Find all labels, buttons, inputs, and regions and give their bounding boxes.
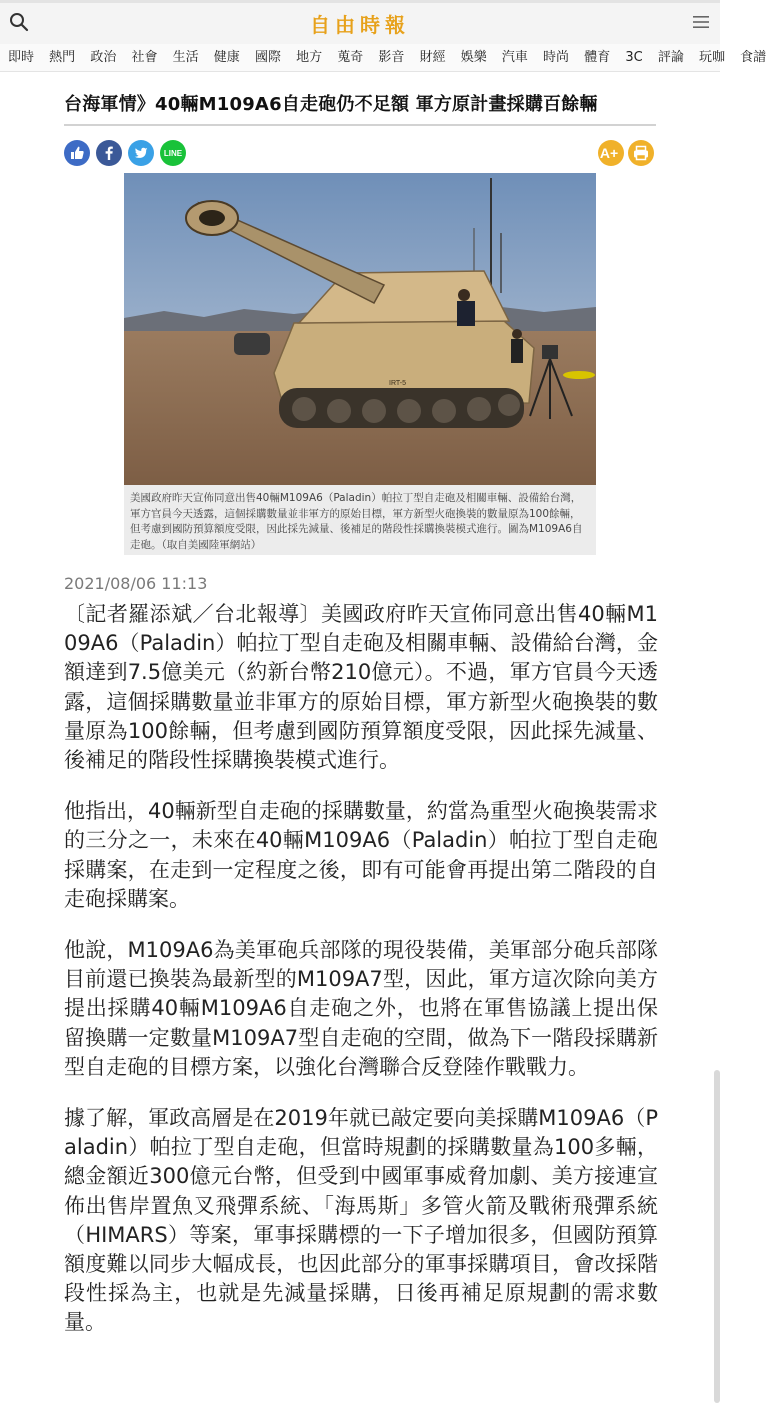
facebook-share-button[interactable] xyxy=(96,140,122,166)
nav-item-opinion[interactable]: 評論 xyxy=(657,50,684,65)
article-photo[interactable] xyxy=(124,173,596,485)
vehicle-marking: IRT-5 xyxy=(389,380,406,387)
print-icon xyxy=(628,140,654,166)
nav-item-finance[interactable]: 財經 xyxy=(419,50,446,65)
site-logo[interactable]: 自由時報 xyxy=(310,13,410,37)
nav-item-entertainment[interactable]: 娛樂 xyxy=(460,50,487,65)
nav-item-society[interactable]: 社會 xyxy=(131,50,158,65)
photo-caption: 美國政府昨天宣佈同意出售40輛M109A6（Paladin）帕拉丁型自走砲及相關車輛、設備給台灣，軍方官員今天透露，這個採購數量並非軍方的原始目標，軍方新型火砲換裝的數量原為100餘輛，但考慮到國防預算額度受限，因此採先減量、後補足的階段性採購換裝模式進行。圖為M109A6自走砲。（取自美國陸軍網站） xyxy=(124,485,596,555)
nav-item-fashion[interactable]: 時尚 xyxy=(543,50,570,65)
article-paragraph: 他說，M109A6為美軍砲兵部隊的現役裝備，美軍部分砲兵部隊目前還已換裝為最新型的M109A7型，因此，軍方這次除向美方提出採購40輛M109A6自走砲之外，也將在軍售協議上提出保留換購一定數量M109A7型自走砲的空間，做為下一階段採購新型自走砲的目標方案，以強化台灣聯合反登陸作戰戰力。 xyxy=(64,938,658,1079)
like-icon xyxy=(64,140,90,166)
article-headline: 台海軍情》40輛M109A6自走砲仍不足額 軍方原計畫採購百餘輛 xyxy=(64,94,598,115)
headline-divider xyxy=(64,124,656,126)
top-bar xyxy=(0,0,720,44)
article-body xyxy=(64,600,658,1360)
hamburger-menu-icon[interactable] xyxy=(692,13,710,31)
nav-item-politics[interactable]: 政治 xyxy=(90,50,117,65)
nav-item-novelty[interactable]: 蒐奇 xyxy=(337,50,364,65)
print-button[interactable] xyxy=(628,140,654,166)
facebook-icon xyxy=(96,140,122,166)
scrollbar[interactable] xyxy=(714,1070,720,1403)
howitzer-photo-illustration xyxy=(124,173,596,485)
line-share-button[interactable] xyxy=(160,140,186,166)
line-icon xyxy=(160,140,186,166)
font-size-button[interactable] xyxy=(598,140,624,166)
twitter-icon xyxy=(128,140,154,166)
nav-item-video[interactable]: 影音 xyxy=(378,50,405,65)
nav-item-breaking[interactable]: 即時 xyxy=(8,50,35,65)
nav-item-auto[interactable]: 汽車 xyxy=(501,50,528,65)
nav-item-sports[interactable]: 體育 xyxy=(584,50,611,65)
nav-item-local[interactable]: 地方 xyxy=(296,50,323,65)
nav-item-playing[interactable]: 玩咖 xyxy=(699,50,726,65)
twitter-share-button[interactable] xyxy=(128,140,154,166)
publish-date: 2021/08/06 11:13 xyxy=(64,574,208,593)
category-nav xyxy=(0,44,767,72)
nav-item-hot[interactable]: 熱門 xyxy=(49,50,76,65)
line-icon-label: LINE xyxy=(163,149,183,159)
nav-item-life[interactable]: 生活 xyxy=(172,50,199,65)
article-paragraph: 他指出，40輛新型自走砲的採購數量，約當為重型火砲換裝需求的三分之一，未來在40輛M109A6（Paladin）帕拉丁型自走砲採購案，在走到一定程度之後，即有可能會再提出第二階段的自走砲採購案。 xyxy=(64,799,658,911)
nav-item-recipes[interactable]: 食譜 xyxy=(740,50,767,65)
article-paragraph: 〔記者羅添斌／台北報導〕美國政府昨天宣佈同意出售40輛M109A6（Paladin）帕拉丁型自走砲及相關車輛、設備給台灣，金額達到7.5億美元（約新台幣210億元）。不過，軍方官員今天透露，這個採購數量並非軍方的原始目標，軍方新型火砲換裝的數量原為100餘輛，但考慮到國防預算額度受限，因此採先減量、後補足的階段性採購換裝模式進行。 xyxy=(64,602,658,773)
nav-item-3c[interactable]: 3C xyxy=(625,50,643,65)
article-paragraph: 據了解，軍政高層是在2019年就已敲定要向美採購M109A6（Paladin）帕拉丁型自走砲，但當時規劃的採購數量為100多輛，總金額近300億元台幣，但受到中國軍事威脅加劇、美方接連宣佈出售岸置魚叉飛彈系統、「海馬斯」多管火箭及戰術飛彈系統（HIMARS）等案，軍事採購標的一下子增加很多，但國防預算額度難以同步大幅成長，也因此部分的軍事採購項目，會改採階段性採為主，也就是先減量採購，日後再補足原規劃的需求數量。 xyxy=(64,1106,658,1335)
nav-item-health[interactable]: 健康 xyxy=(213,50,240,65)
like-share-button[interactable] xyxy=(64,140,90,166)
font-size-icon xyxy=(598,140,624,166)
nav-item-world[interactable]: 國際 xyxy=(254,50,281,65)
font-size-label: A+ xyxy=(599,145,619,161)
